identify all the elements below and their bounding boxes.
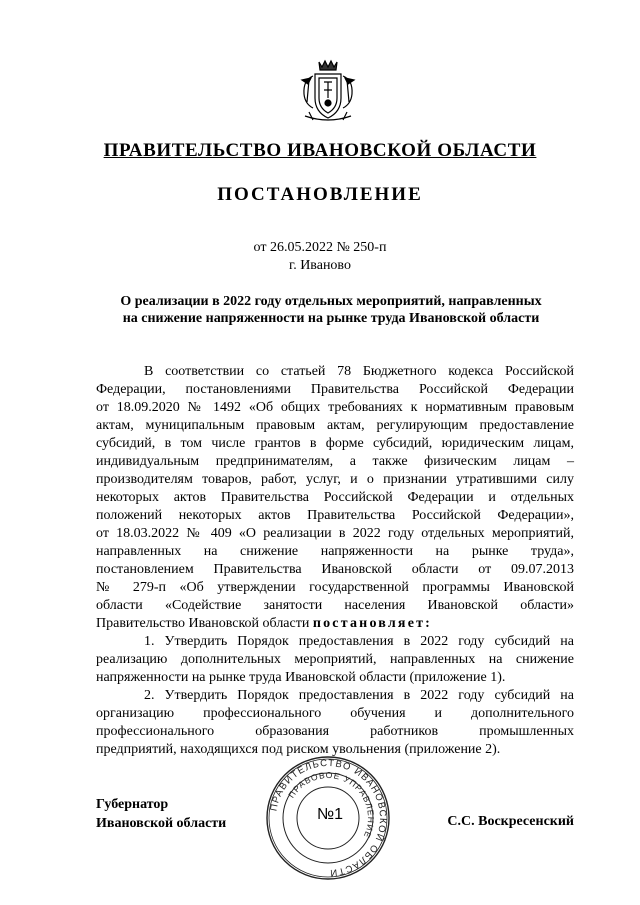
item-2-line: профессионального образования работников промышленных (96, 724, 574, 739)
body-line: направленных на снижение напряженности на рынке труда», (96, 544, 574, 559)
stamp-outer-text: ПРАВИТЕЛЬСТВО ИВАНОВСКОЙ ОБЛАСТИ (268, 757, 389, 879)
signature-title-line: Губернатор (96, 797, 169, 812)
body-line-decree (96, 615, 574, 633)
item-1-line: напряженности на рынке труда Ивановской области (приложение 1). (96, 670, 506, 685)
coat-of-arms-icon (299, 58, 357, 124)
body-line: производителям товаров, работ, услуг, и о признании утратившими силу (96, 472, 574, 487)
body-line: от 18.03.2022 № 409 «О реализации в 2022 году отдельных мероприятий, (96, 526, 574, 541)
body-line: № 279-п «Об утверждении государственной программы Ивановской (96, 580, 574, 595)
document-body (96, 363, 574, 759)
stamp-inner-text: ПРАВОВОЕ УПРАВЛЕНИЕ (286, 769, 377, 841)
body-line: положений некоторых актов Правительства Российской Федерации», (96, 508, 574, 523)
body-line: постановлением Правительства Ивановской области от 09.07.2013 (96, 562, 574, 577)
stamp-number: №1 (316, 806, 344, 823)
document-subject (96, 293, 566, 327)
item-1-line: реализацию дополнительных мероприятий, направленных на снижение (96, 652, 574, 667)
decree-word: постановляет: (312, 616, 433, 631)
subject-line: О реализации в 2022 году отдельных мероприятий, направленных (120, 294, 542, 309)
signature-title-line: Ивановской области (96, 816, 227, 831)
item-2-line: предприятий, находящихся под риском увольнения (приложение 2). (96, 742, 501, 757)
item-1-line: 1. Утвердить Порядок предоставления в 2022 году субсидий на (144, 634, 574, 649)
body-line: некоторых актов Правительства Российской Федерации и отдельных (96, 490, 574, 505)
body-line: области «Содействие занятости населения Ивановской области» (96, 598, 574, 613)
signature-title (96, 795, 226, 833)
document-city: г. Иваново (289, 258, 351, 273)
subject-line: на снижение напряженности на рынке труда Ивановской области (122, 311, 540, 326)
item-2-line: 2. Утвердить Порядок предоставления в 2022 году субсидий на (144, 688, 574, 703)
body-line: субсидий, в том числе грантов в форме субсидий, юридическим лицам, (96, 436, 574, 451)
body-line: индивидуальным предпринимателям, а также физическим лицам – (96, 454, 574, 469)
signatory-name: С.С. Воскресенский (447, 814, 574, 829)
body-line: от 18.09.2020 № 1492 «Об общих требованиях к нормативным правовым (96, 400, 574, 415)
item-2-line: организацию профессионального обучения и дополнительного (96, 706, 574, 721)
document-date-number: от 26.05.2022 № 250-п (253, 240, 387, 255)
document-type-title: ПОСТАНОВЛЕНИЕ (217, 184, 423, 205)
decree-prefix: Правительство Ивановской области (96, 616, 313, 631)
body-line: актам, муниципальным правовым актам, регулирующим предоставление (96, 418, 574, 433)
body-line: В соответствии со статьей 78 Бюджетного кодекса Российской (144, 364, 574, 379)
government-title: ПРАВИТЕЛЬСТВО ИВАНОВСКОЙ ОБЛАСТИ (103, 140, 537, 161)
body-line: Федерации, постановлениями Правительства Российской Федерации (96, 382, 574, 397)
